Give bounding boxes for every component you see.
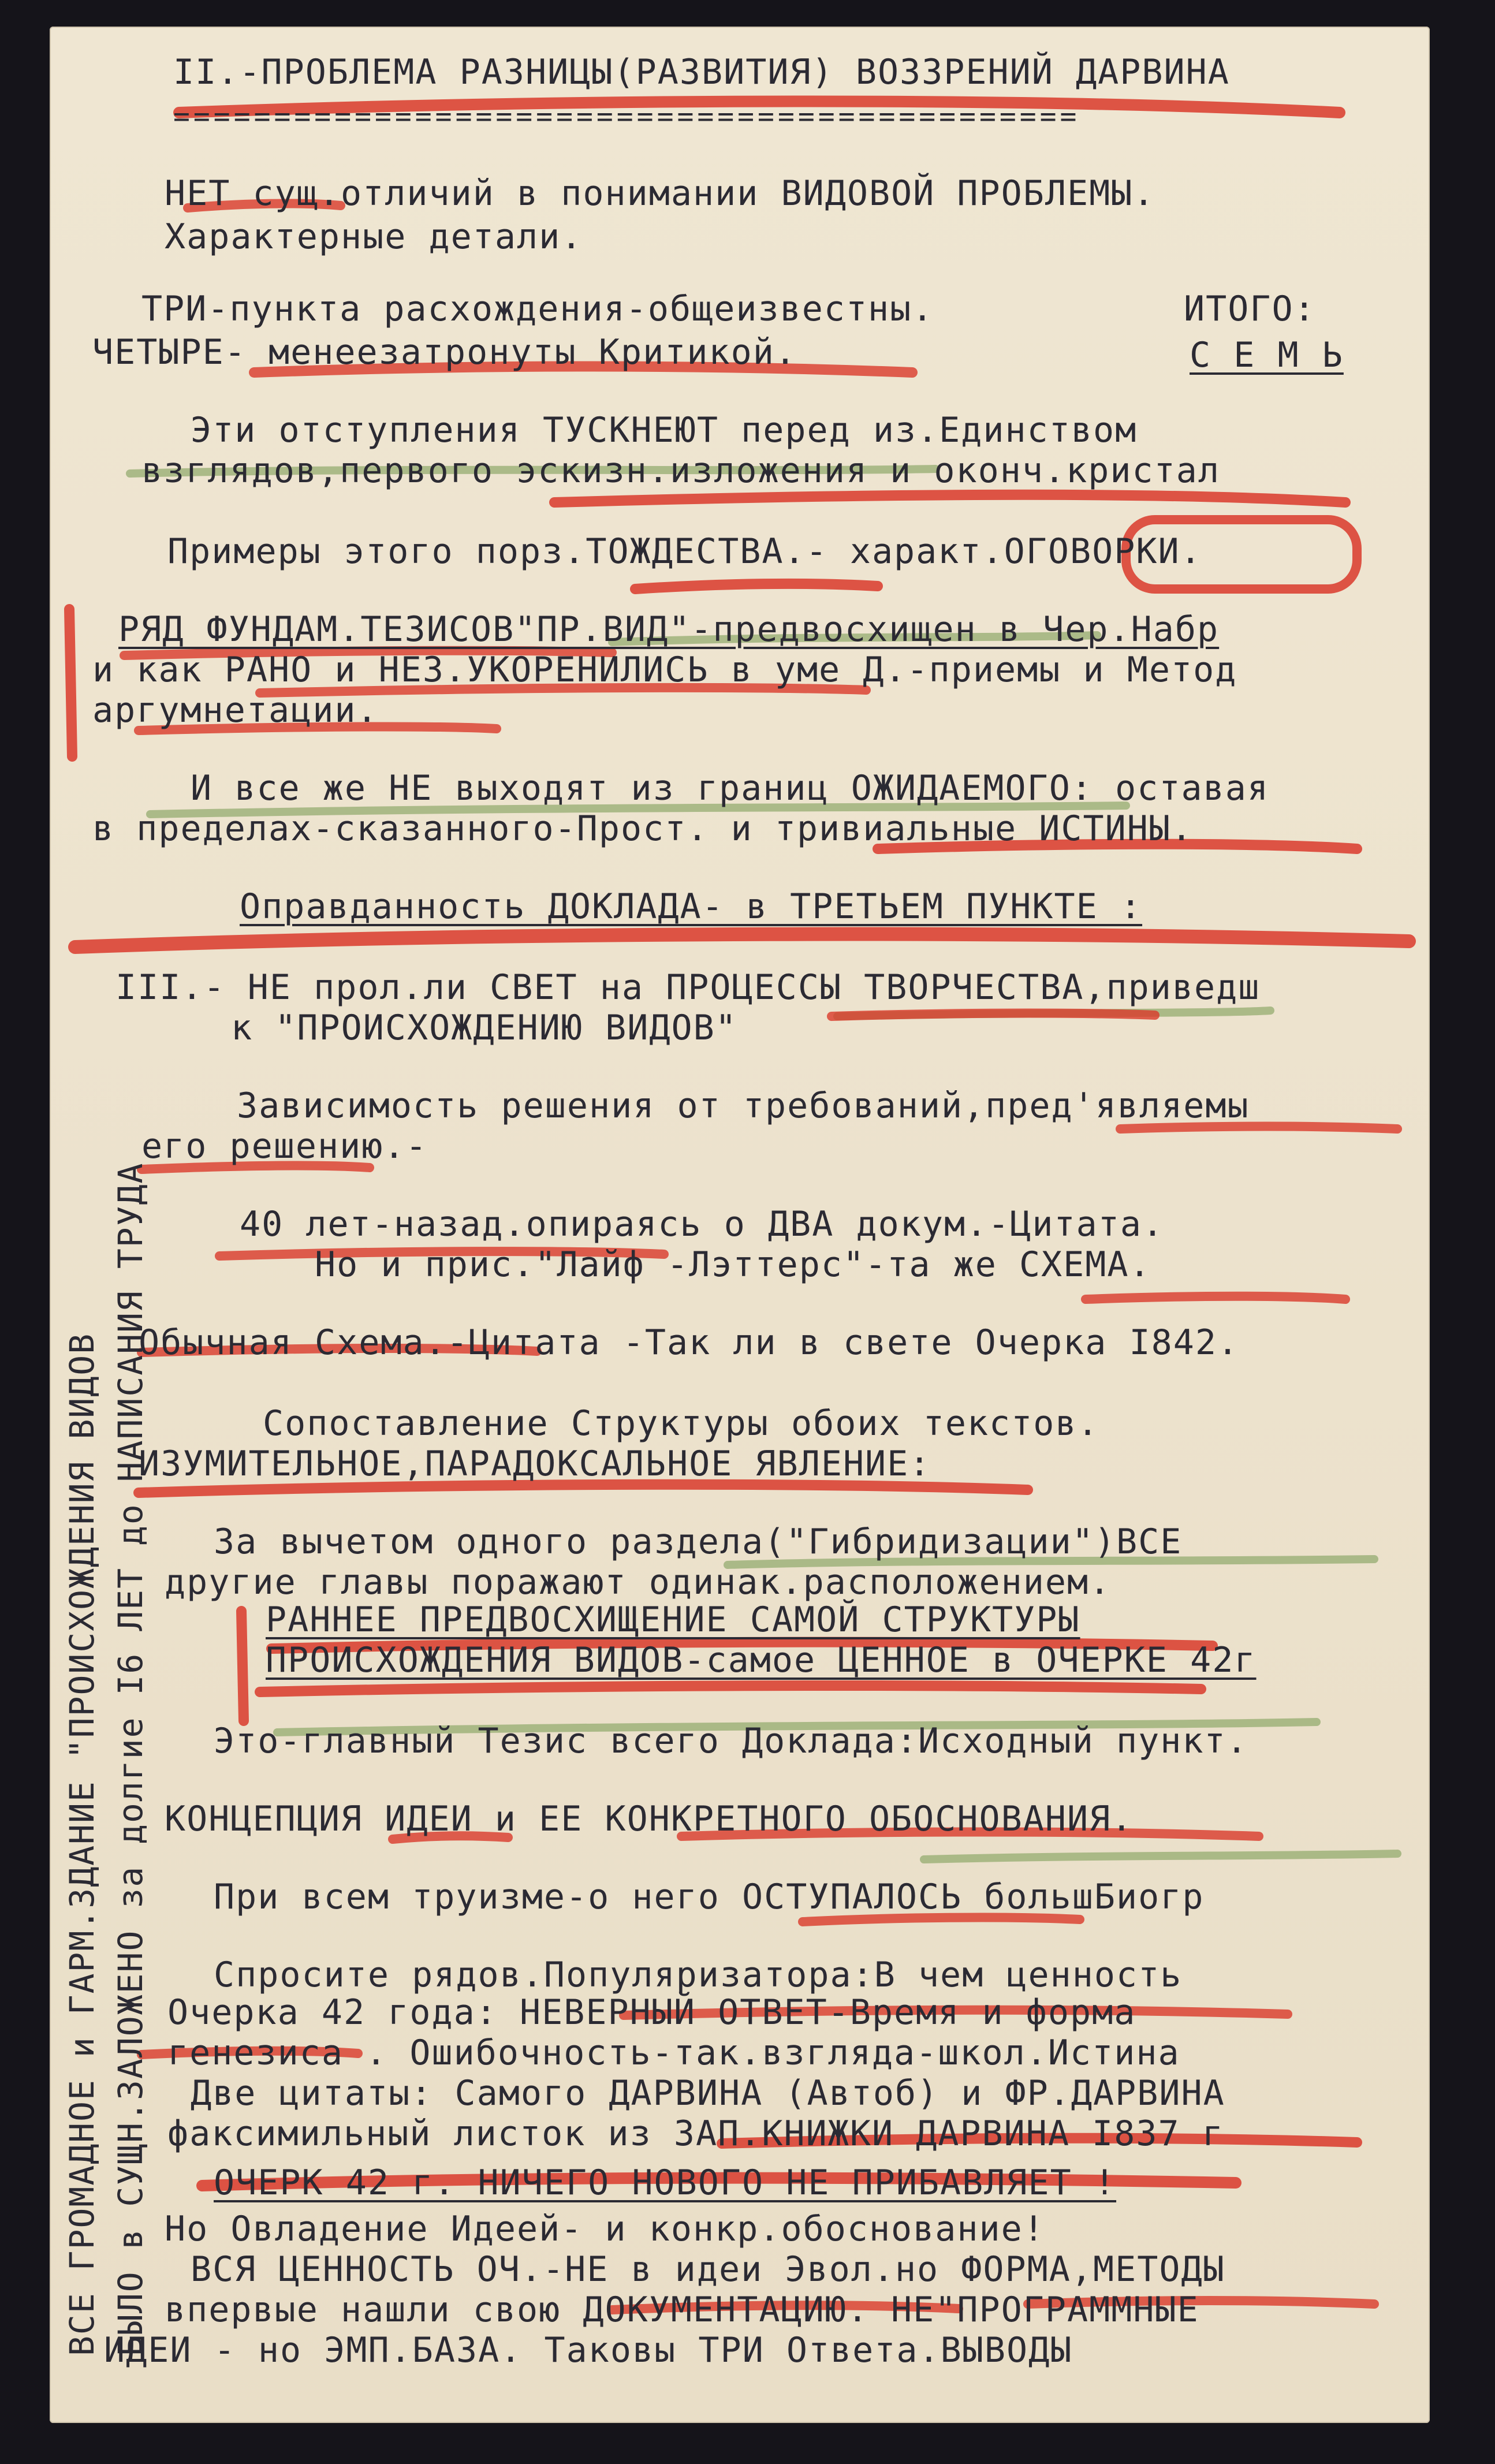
- text-line: И все же НЕ выходят из границ ОЖИДАЕМОГО: оставая: [191, 768, 1270, 808]
- text-line: Эти отступления ТУСКНЕЮТ перед из.Единством: [191, 410, 1138, 450]
- text-line: При всем труизме-о него ОСТУПАЛОСЬ большБиогр: [214, 1877, 1205, 1917]
- text-line: аргумнетации.: [92, 690, 379, 730]
- text-line: КОНЦЕПЦИЯ ИДЕИ и ЕЕ КОНКРЕТНОГО ОБОСНОВАНИЯ.: [165, 1799, 1134, 1839]
- text-line: ЧЕТЫРЕ- менеезатронуты Критикой.: [92, 332, 797, 372]
- text-line: генезиса . Ошибочность-так.взгляда-школ.Истина: [167, 2033, 1180, 2073]
- text-line: ИЗУМИТЕЛЬНОЕ,ПАРАДОКСАЛЬНОЕ ЯВЛЕНИЕ:: [139, 1444, 931, 1484]
- text-line: Характерные детали.: [165, 217, 583, 257]
- text-line: Спросите рядов.Популяризатора:В чем ценность: [214, 1955, 1183, 1995]
- text-line: впервые нашли свою ДОКУМЕНТАЦИЮ. НЕ"ПРОГРАММНЫЕ: [165, 2290, 1199, 2330]
- text-line: взглядов,первого эскизн.изложения и оконч.кристал: [141, 450, 1221, 491]
- margin-note: [58, 797, 155, 2356]
- text-line: Оправданность ДОКЛАДА- в ТРЕТЬЕМ ПУНКТЕ :: [240, 886, 1143, 927]
- text-line: Но Овладение Идеей- и конкр.обоснование!: [165, 2209, 1045, 2249]
- text-line: Но и прис."Лайф -Лэттерс"-та же СХЕМА.: [315, 1244, 1151, 1285]
- text-line: Очерка 42 года: НЕВЕРНЫЙ ОТВЕТ-Время и форма: [167, 1992, 1136, 2033]
- text-line: ИТОГО:: [1184, 289, 1316, 329]
- text-line: факсимильный листок из ЗАП.КНИЖКИ ДАРВИНА I837 г: [167, 2113, 1224, 2154]
- text-line: другие главы поражают одинак.расположением.: [165, 1562, 1112, 1602]
- text-line: ПРОИСХОЖДЕНИЯ ВИДОВ-самое ЦЕННОЕ в ОЧЕРКЕ 42г: [266, 1640, 1257, 1680]
- text-line: III.- НЕ прол.ли СВЕТ на ПРОЦЕССЫ ТВОРЧЕСТВА,приведш: [115, 967, 1261, 1008]
- text-line: ТРИ-пункта расхождения-общеизвестны.: [141, 289, 934, 329]
- text-line: к "ПРОИСХОЖДЕНИЮ ВИДОВ": [231, 1008, 737, 1048]
- text-line: 40 лет-назад.опираясь о ДВА докум.-Цитата.: [240, 1204, 1165, 1244]
- text-line: Сопоставление Структуры обоих текстов.: [263, 1403, 1099, 1444]
- text-line: За вычетом одного раздела("Гибридизации")ВСЕ: [214, 1522, 1183, 1562]
- text-line: РЯД ФУНДАМ.ТЕЗИСОВ"ПР.ВИД"-предвосхищен в Чер.Набр: [118, 609, 1220, 650]
- text-line: Две цитаты: Самого ДАРВИНА (Автоб) и ФР.ДАРВИНА: [191, 2073, 1225, 2113]
- margin-note-line: ВСЕ ГРОМАДНОЕ и ГАРМ.ЗДАНИЕ "ПРОИСХОЖДЕНИЯ ВИДОВ: [62, 1332, 102, 2356]
- text-line: С Е М Ь: [1190, 335, 1344, 375]
- text-line: Зависимость решения от требований,пред'являемы: [237, 1086, 1250, 1126]
- text-line: в пределах-сказанного-Прост. и тривиальные ИСТИНЫ.: [92, 808, 1194, 849]
- text-line: Обычная Схема.-Цитата -Так ли в свете Очерка I842.: [139, 1322, 1240, 1363]
- text-line: Примеры этого порз.ТОЖДЕСТВА.- характ.ОГОВОРКИ.: [167, 531, 1202, 572]
- text-line: ОЧЕРК 42 г. НИЧЕГО НОВОГО НЕ ПРИБАВЛЯЕТ !: [214, 2163, 1117, 2203]
- margin-note-line: БЫЛО в СУЩН.ЗАЛОЖЕНО за долгие I6 ЛЕТ до НАПИСАНИЯ ТРУДА: [111, 1162, 150, 2356]
- text-line: НЕТ сущ.отличий в понимании ВИДОВОЙ ПРОБЛЕМЫ.: [165, 173, 1155, 214]
- text-line: РАННЕЕ ПРЕДВОСХИЩЕНИЕ САМОЙ СТРУКТУРЫ: [266, 1600, 1080, 1640]
- heading-line: II.-ПРОБЛЕМА РАЗНИЦЫ(РАЗВИТИЯ) ВОЗЗРЕНИЙ ДАРВИНА: [173, 52, 1230, 92]
- text-line: ВСЯ ЦЕННОСТЬ ОЧ.-НЕ в идеи Эвол.но ФОРМА,МЕТОДЫ: [191, 2249, 1225, 2290]
- text-line: и как РАНО и НЕЗ.УКОРЕНИЛИСЬ в уме Д.-приемы и Метод: [92, 650, 1237, 690]
- text-line: Это-главный Тезис всего Доклада:Исходный пункт.: [214, 1721, 1248, 1761]
- text-line: его решению.-: [141, 1126, 428, 1166]
- heading-rule: =============================================: [173, 100, 1080, 133]
- text-line: ИДЕИ - но ЭМП.БАЗА. Таковы ТРИ Ответа.ВЫВОДЫ: [104, 2330, 1073, 2370]
